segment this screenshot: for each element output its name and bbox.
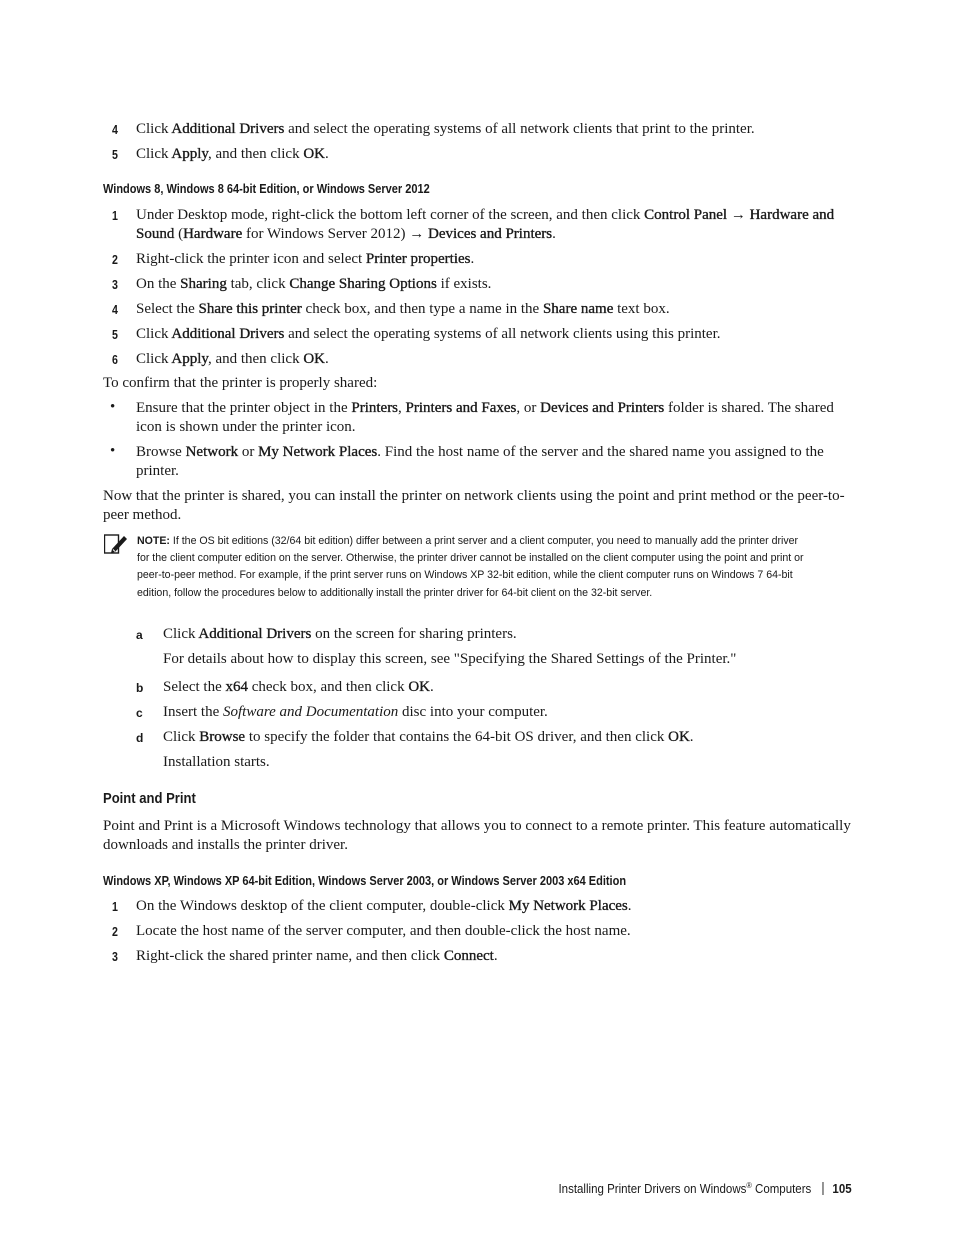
step-text: [136, 350, 856, 369]
page-footer: [559, 1181, 852, 1196]
note-label: NOTE:: [137, 535, 170, 547]
text-run: and select the operating systems of all network clients using this printer.: [284, 326, 721, 342]
step-number: 4: [112, 303, 118, 317]
step-number: 1: [112, 209, 118, 223]
text-run: Under Desktop mode, right-click the bottom left corner of the screen, and then click: [136, 207, 645, 223]
text-run: Click: [163, 626, 199, 642]
ui-term: Hardware: [183, 226, 243, 242]
text-run: folder is shared. The shared icon is shown under the printer icon.: [136, 400, 834, 435]
ui-term: Printers: [351, 400, 399, 416]
step-number: 3: [112, 950, 118, 964]
text-run: text box.: [613, 301, 670, 317]
registered-mark: ®: [746, 1181, 753, 1190]
text-run: .: [470, 251, 475, 267]
text-run: check box, and then click: [247, 679, 409, 695]
ui-term: Devices and Printers: [540, 400, 665, 416]
text-run: for Windows Server 2012) →: [242, 226, 428, 242]
step-text: [136, 947, 856, 966]
step-number: 2: [112, 925, 118, 939]
step-text: [136, 325, 856, 344]
title-term: Software and Documentation: [222, 704, 399, 720]
text-run: Select the: [136, 301, 199, 317]
text-run: .: [689, 729, 694, 745]
text-run: .: [493, 948, 498, 964]
ui-term: Change Sharing Options: [289, 276, 437, 292]
text-run: For details about how to display this screen, see "Specifying the Shared Settings of the Printer.": [163, 651, 737, 667]
text-run: or: [238, 444, 259, 460]
text-run: .: [325, 146, 329, 162]
step-number: 1: [112, 900, 118, 914]
ui-term: Additional Drivers: [171, 326, 285, 342]
text-run: check box, and then type a name in the: [301, 301, 543, 317]
ui-term: Apply: [171, 146, 208, 162]
text-run: Ensure that the printer object in the: [136, 400, 352, 416]
text-run: ,: [398, 400, 406, 416]
sub-step-text: [163, 753, 853, 772]
text-run: On the: [136, 276, 181, 292]
text-run: (: [174, 226, 184, 242]
text-run: Installation starts.: [163, 754, 270, 770]
step-text: [136, 922, 856, 941]
footer-title: Installing Printer Drivers on Windows: [558, 1182, 747, 1197]
ui-term: Browse: [199, 729, 246, 745]
step-number: 2: [112, 253, 118, 267]
step-number: 5: [112, 328, 118, 342]
text-run: . Find the host name of the server and the shared name you assigned to the printer.: [136, 444, 824, 479]
sub-step-letter: a: [136, 628, 143, 642]
sub-step-text: [163, 703, 853, 722]
sub-step-text: [163, 728, 853, 747]
point-print-paragraph: Point and Print is a Microsoft Windows technology that allows you to connect to a remote printer. This feature automatically downloads and installs the printer driver.: [103, 818, 851, 853]
step-number: 3: [112, 278, 118, 292]
sub-step-text: [163, 650, 853, 669]
text-run: Click: [136, 146, 172, 162]
ui-term: Apply: [171, 351, 208, 367]
bullet-text: [136, 443, 856, 481]
ui-term: Hardware and Sound: [136, 207, 835, 242]
ui-term: OK: [668, 729, 690, 745]
ui-term: Share this printer: [198, 301, 302, 317]
step-text: [136, 275, 856, 294]
step-number: 6: [112, 353, 118, 367]
text-run: Browse: [136, 444, 186, 460]
step-text: [136, 300, 856, 319]
text-run: disc into your computer.: [398, 704, 548, 720]
bullet-dot: •: [110, 443, 116, 459]
ui-term: Network: [185, 444, 239, 460]
text-run: Click: [136, 121, 172, 137]
page-number: 105: [832, 1182, 852, 1197]
step-text: [136, 897, 856, 916]
ui-term: OK: [408, 679, 431, 695]
text-run: →: [727, 207, 750, 223]
text-run: Locate the host name of the server computer, and then double-click the host name.: [136, 923, 631, 939]
text-run: , and then click: [207, 351, 304, 367]
text-run: Click: [136, 326, 172, 342]
ui-term: Printers and Faxes: [405, 400, 517, 416]
text-run: if exists.: [436, 276, 492, 292]
ui-term: Share name: [542, 301, 614, 317]
note-text: [137, 533, 811, 602]
ui-term: Additional Drivers: [171, 121, 285, 137]
text-run: on the screen for sharing printers.: [311, 626, 517, 642]
text-run: tab, click: [226, 276, 290, 292]
text-run: On the Windows desktop of the client computer, double-click: [136, 898, 509, 914]
ui-term: OK: [303, 351, 326, 367]
step-text: [136, 145, 856, 164]
ui-term: Additional Drivers: [198, 626, 312, 642]
text-run: Right-click the printer icon and select: [136, 251, 366, 267]
sub-step-letter: c: [136, 706, 143, 720]
ui-term: Sharing: [180, 276, 227, 292]
text-run: .: [627, 898, 632, 914]
text-run: Click: [163, 729, 200, 745]
ui-term: x64: [225, 679, 248, 695]
text-run: Select the: [163, 679, 226, 695]
ui-term: Connect: [443, 948, 494, 964]
sub-step-text: [163, 678, 853, 697]
step-text: [136, 250, 856, 269]
pencil-note-icon: [104, 533, 128, 555]
text-run: Click: [136, 351, 172, 367]
step-number: 5: [112, 148, 118, 162]
text-run: , or: [516, 400, 541, 416]
text-run: .: [552, 226, 556, 242]
step-text: [136, 206, 856, 244]
text-run: Insert the: [163, 704, 223, 720]
xp-heading: Windows XP, Windows XP 64-bit Edition, Windows Server 2003, or Windows Server 2003 x64 Edition: [103, 874, 627, 888]
win8-heading: Windows 8, Windows 8 64-bit Edition, or Windows Server 2012: [103, 182, 430, 196]
ui-term: Devices and Printers: [428, 226, 553, 242]
bullet-dot: •: [110, 399, 116, 415]
ui-term: Printer properties: [365, 251, 471, 267]
text-run: and select the operating systems of all network clients that print to the printer.: [284, 121, 755, 137]
text-run: .: [430, 679, 434, 695]
confirm-paragraph: To confirm that the printer is properly shared:: [103, 375, 378, 391]
footer-divider: [823, 1182, 824, 1195]
sub-step-letter: b: [136, 681, 144, 695]
ui-term: Control Panel: [644, 207, 728, 223]
text-run: Right-click the shared printer name, and then click: [136, 948, 444, 964]
sub-step-letter: d: [136, 731, 144, 745]
step-number: 4: [112, 123, 118, 137]
point-print-heading: Point and Print: [103, 791, 196, 807]
now-paragraph: Now that the printer is shared, you can install the printer on network clients using the point and print method or the peer-to-peer method.: [103, 488, 845, 523]
sub-step-text: [163, 625, 853, 644]
note-body: If the OS bit editions (32/64 bit edition) differ between a print server and a client computer, you need to manually add the printer driver for the client computer edition on the server. Otherwise, the printer driver cannot be installed on the client computer using the point and print or peer-to-peer method. For example, if the print server runs on Windows XP 32-bit edition, while the client computer runs on Windows 7 64-bit edition, follow the procedures below to additionally install the printer driver for 64-bit client on the 32-bit server.: [137, 535, 804, 599]
ui-term: OK: [303, 146, 326, 162]
footer-title-suffix: Computers: [752, 1182, 812, 1197]
text-run: to specify the folder that contains the 64-bit OS driver, and then click: [245, 729, 669, 745]
text-run: .: [325, 351, 329, 367]
bullet-text: [136, 399, 856, 437]
ui-term: My Network Places: [258, 444, 378, 460]
step-text: [136, 120, 856, 139]
ui-term: My Network Places: [508, 898, 628, 914]
text-run: , and then click: [207, 146, 304, 162]
